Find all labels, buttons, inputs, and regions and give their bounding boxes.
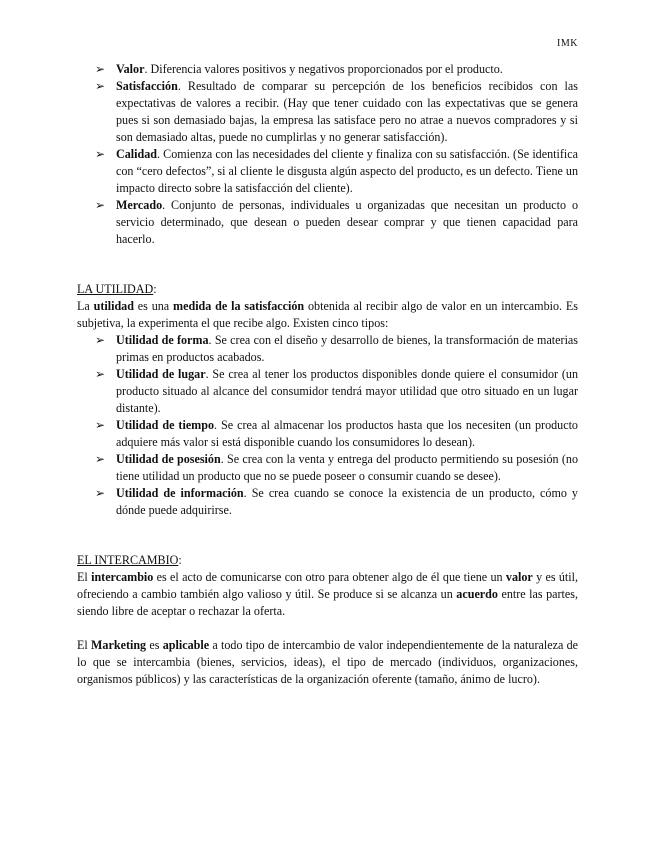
concept-item-valor — [77, 61, 578, 78]
concept-term: Calidad — [116, 147, 157, 161]
text-run: entre las partes, siendo libre de aceptar o rechazar la oferta. — [77, 587, 578, 618]
concepts-list — [77, 61, 578, 248]
section-title: EL INTERCAMBIO — [77, 553, 179, 567]
concept-item-mercado — [77, 197, 578, 248]
utilidad-type-term: Utilidad de forma — [116, 333, 209, 347]
utilidad-type-item — [77, 451, 578, 485]
utilidad-type-item — [77, 332, 578, 366]
text-run: a todo tipo de intercambio de valor independientemente de la naturaleza de lo que se intercambia (bienes, servicios, ideas), el tipo de mercado (individuos, organizaciones, organismos públicos) y las características de la organización oferente (tamaño, ánimo de lucro). — [77, 638, 578, 686]
arrow-bullet-icon: ➢ — [95, 333, 106, 347]
arrow-bullet-icon: ➢ — [95, 452, 106, 466]
utilidad-type-text: . Se crea cuando se conoce la existencia de un producto, cómo y dónde puede adquirirse. — [116, 486, 578, 517]
section-title: LA UTILIDAD — [77, 282, 154, 296]
arrow-bullet-icon: ➢ — [95, 198, 106, 212]
concept-text: . Conjunto de personas, individuales u organizadas que necesitan un producto o servicio determinado, que desean o pueden desear comprar y que tienen capacidad para hacerlo. — [116, 198, 578, 246]
text-run: obtenida al recibir algo de valor en un intercambio. Es subjetiva, la experimenta el que recibe algo. Existen cinco tipos: — [77, 299, 578, 330]
text-run: es una — [133, 299, 174, 313]
bold-term: acuerdo — [456, 587, 498, 601]
spacer — [77, 620, 578, 637]
arrow-bullet-icon: ➢ — [95, 147, 106, 161]
concept-term: Satisfacción — [116, 79, 178, 93]
bold-term: valor — [505, 570, 533, 584]
utilidad-type-text: . Se crea con el diseño y desarrollo de bienes, la transformación de materias primas en productos acabados. — [116, 333, 578, 364]
utilidad-type-item — [77, 366, 578, 417]
utilidad-type-text: . Se crea al tener los productos disponibles donde quiere el consumidor (un producto situado al alcance del consumidor tendrá mayor utilidad que otro situado en un lugar distante). — [116, 367, 578, 415]
utilidad-type-item — [77, 417, 578, 451]
bold-term: Marketing — [91, 638, 147, 652]
arrow-bullet-icon: ➢ — [95, 418, 106, 432]
text-run: La — [77, 299, 94, 313]
concept-term: Valor — [116, 62, 145, 76]
text-run: es — [146, 638, 163, 652]
arrow-bullet-icon: ➢ — [95, 367, 106, 381]
section-title-suffix: : — [153, 282, 157, 296]
section-heading-utilidad — [77, 281, 578, 298]
text-run: El — [77, 638, 92, 652]
bold-term: aplicable — [162, 638, 210, 652]
utilidad-type-term: Utilidad de posesión — [116, 452, 221, 466]
utilidad-type-text: . Se crea con la venta y entrega del producto permitiendo su posesión (no tiene utilidad un producto que no se puede poseer o consumir cuando se desee). — [116, 452, 578, 483]
arrow-bullet-icon: ➢ — [95, 79, 106, 93]
bold-term: utilidad — [93, 299, 134, 313]
utilidad-type-term: Utilidad de tiempo — [116, 418, 215, 432]
spacer — [77, 519, 578, 552]
text-run: El — [77, 570, 92, 584]
concept-text: . Resultado de comparar su percepción de los beneficios recibidos con las expectativas de valores a recibir. (Hay que tener cuidado con las expectativas que se genera pues si son demasiado bajas, la empresa las satisface pero no atrae a nuevos compradores y si son demasiado altas, puede no cumplirlas y no generar satisfacción). — [116, 79, 578, 144]
intercambio-paragraph — [77, 569, 578, 620]
utilidad-types-list — [77, 332, 578, 519]
concept-item-satisfaccion — [77, 78, 578, 146]
section-title-suffix: : — [178, 553, 182, 567]
utilidad-type-text: . Se crea al almacenar los productos hasta que los necesiten (un producto adquiere más valor si está disponible cuando los consumidores lo desean). — [116, 418, 578, 449]
text-run: y es útil, ofreciendo a cambio también algo valioso y útil. Se produce si se alcanza un — [77, 570, 578, 601]
spacer — [77, 248, 578, 281]
section-heading-intercambio — [77, 552, 578, 569]
header-mark: IMK — [557, 38, 578, 49]
concept-text: . Diferencia valores positivos y negativos proporcionados por el producto. — [144, 62, 503, 76]
text-run: es el acto de comunicarse con otro para obtener algo de él que tiene un — [153, 570, 506, 584]
concept-item-calidad — [77, 146, 578, 197]
utilidad-type-term: Utilidad de lugar — [116, 367, 206, 381]
concept-term: Mercado — [116, 198, 163, 212]
utilidad-type-term: Utilidad de información — [116, 486, 244, 500]
arrow-bullet-icon: ➢ — [95, 62, 106, 76]
utilidad-intro — [77, 298, 578, 332]
marketing-paragraph — [77, 637, 578, 688]
utilidad-type-item — [77, 485, 578, 519]
document-body — [77, 61, 578, 688]
bold-term: medida de la satisfacción — [173, 299, 305, 313]
concept-text: . Comienza con las necesidades del cliente y finaliza con su satisfacción. (Se identifica con “cero defectos”, si al cliente le disgusta algún aspecto del producto, es un defecto. Tiene un impacto directo sobre la satisfacción del cliente). — [116, 147, 578, 195]
bold-term: intercambio — [91, 570, 154, 584]
arrow-bullet-icon: ➢ — [95, 486, 106, 500]
